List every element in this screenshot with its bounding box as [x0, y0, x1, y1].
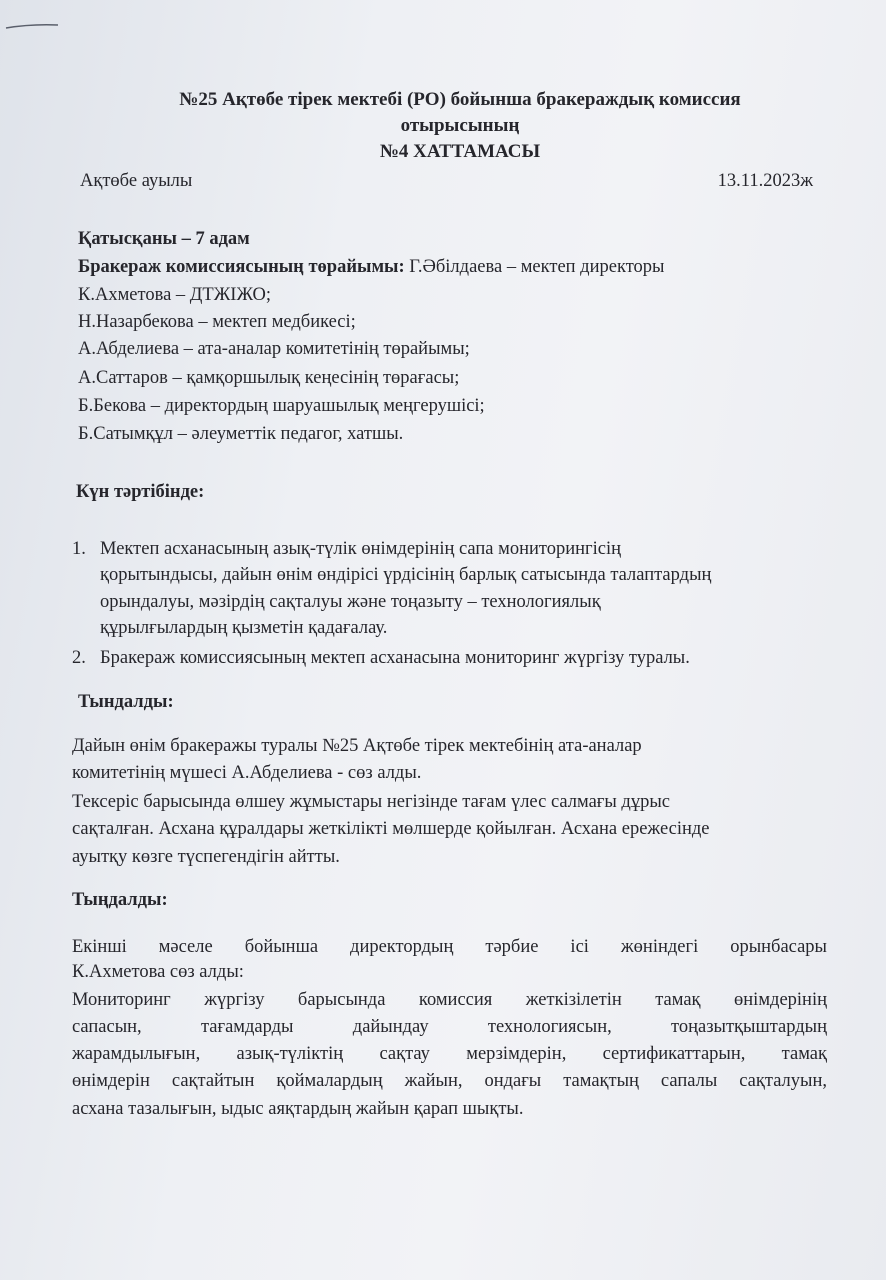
chair-label: Бракераж комиссиясының төрайымы: [78, 257, 405, 277]
heard-1-line: ауытқу көзге түспегендігін айтты. [72, 847, 340, 867]
commission-chair [78, 255, 664, 279]
member-line: А.Саттаров – қамқоршылық кеңесінің төрағасы; [78, 368, 460, 388]
document-title-line-2: отырысының [400, 115, 520, 136]
agenda-item-1-line: Мектеп асханасының азық-түлік өнімдерінің сапа мониторингісің [100, 539, 621, 559]
member-line: Н.Назарбекова – мектеп медбикесі; [78, 312, 356, 332]
meeting-date: 13.11.2023ж [717, 171, 813, 191]
heard-2-body-line: өнімдерін сақтайтын қоймалардың жайын, ондағы тамақтың сапалы сақталуын, [72, 1071, 827, 1091]
heard-2-intro-line: К.Ахметова сөз алды: [72, 962, 244, 982]
heard-2-body-line: жарамдылығын, азық-түліктің сақтау мерзімдерін, сертификаттарын, тамақ [72, 1044, 827, 1064]
heard-2-body-line: сапасын, тағамдарды дайындау технологиясын, тоңазытқыштардың [72, 1017, 827, 1037]
member-line: К.Ахметова – ДТЖІЖО; [78, 285, 272, 305]
attendance-count: Қатысқаны – 7 адам [78, 229, 250, 249]
chair-value: Г.Әбілдаева – мектеп директоры [404, 257, 665, 277]
heard-2-intro-line: Екінші мәселе бойынша директордың тәрбие ісі жөніндегі орынбасары [72, 937, 827, 957]
meeting-place: Ақтөбе ауылы [80, 171, 193, 191]
heard-1-line: Тексеріс барысында өлшеу жұмыстары негізінде тағам үлес салмағы дұрыс [72, 792, 670, 812]
agenda-item-1-line: қорытындысы, дайын өнім өндірісі үрдісінің барлық сатысында талаптардың [100, 565, 712, 585]
agenda-item-number: 2. [72, 648, 86, 668]
heard-1-line: Дайын өнім бракеражы туралы №25 Ақтөбе тірек мектебінің ата-аналар [72, 736, 642, 756]
member-line: Б.Сатымқұл – әлеуметтік педагог, хатшы. [78, 424, 404, 444]
heard-heading-2: Тыңдалды: [72, 890, 168, 910]
document-title-line-1: №25 Ақтөбе тірек мектебі (РО) бойынша бракераждық комиссия [179, 89, 741, 110]
heard-heading-1: Тындалды: [78, 692, 174, 712]
heard-1-line: комитетінің мүшесі А.Абделиева - сөз алды. [72, 763, 422, 783]
heard-2-body-line: асхана тазалығын, ыдыс аяқтардың жайын қарап шықты. [72, 1099, 524, 1119]
agenda-heading: Күн тәртібінде: [76, 482, 205, 502]
agenda-item-1-line: құрылғылардың қызметін қадағалау. [100, 618, 388, 638]
pen-mark-decoration [4, 18, 60, 32]
agenda-item-2: Бракераж комиссиясының мектеп асханасына мониторинг жүргізу туралы. [100, 648, 690, 668]
agenda-item-number: 1. [72, 539, 86, 559]
heard-1-line: сақталған. Асхана құралдары жеткілікті мөлшерде қойылған. Асхана ережесінде [72, 819, 710, 839]
member-line: Б.Бекова – директордың шаруашылық меңгерушісі; [78, 396, 485, 416]
document-title-number: №4 ХАТТАМАСЫ [379, 141, 541, 162]
heard-2-body-line: Мониторинг жүргізу барысында комиссия жеткізілетін тамақ өнімдерінің [72, 990, 827, 1010]
agenda-item-1-line: орындалуы, мәзірдің сақталуы және тоңазыту – технологиялық [100, 592, 601, 612]
member-line: А.Абделиева – ата-аналар комитетінің төрайымы; [78, 339, 470, 359]
